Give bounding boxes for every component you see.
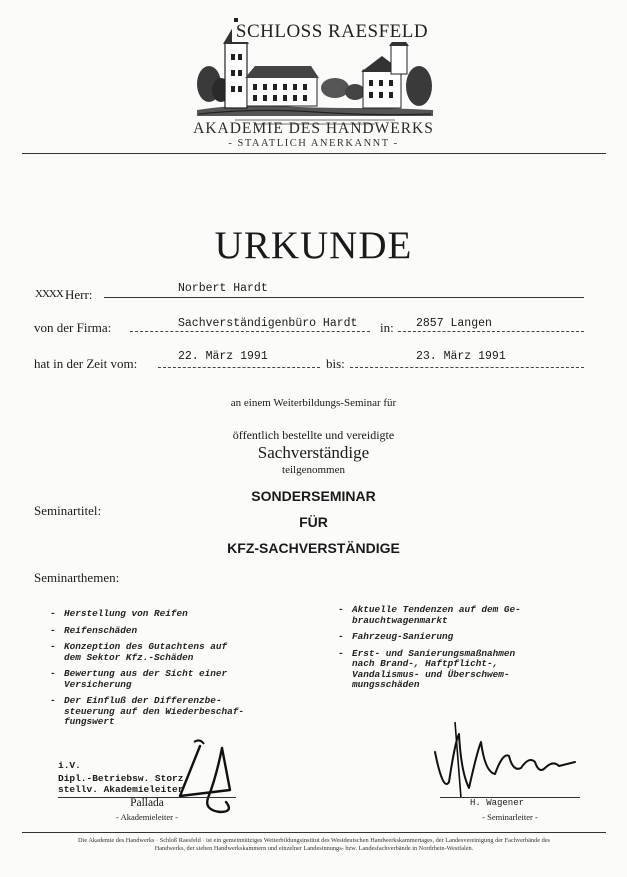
list-item: - Bewertung aus der Sicht einer Versicherung xyxy=(48,669,308,690)
until-label: bis: xyxy=(326,356,345,371)
name-rule xyxy=(104,297,584,298)
company-rule xyxy=(130,331,370,332)
list-item: - Herstellung von Reifen xyxy=(48,609,308,620)
left-printed-name: Pallada xyxy=(130,797,164,809)
company-label: von der Firma: xyxy=(34,320,112,335)
certificate-title: URKUNDE xyxy=(214,224,413,267)
qualification-line: öffentlich bestellte und vereidigte xyxy=(232,428,395,442)
right-signature xyxy=(425,712,585,802)
left-signer-role: stellv. Akademieleiter xyxy=(58,784,184,795)
footer-text: Die Akademie des Handwerks · Schloß Raesfeld · ist ein gemeinnütziges Weiterbildungsinstitut des Westdeutschen Handwerkskammertages, der Landesvereinigung der Fachverbände des Handwerks, der sieben Handwerkskammern und einzelner Landesinnungs- bzw. Landesfachverbände in Nordrhein-Westfalen. xyxy=(78,837,550,852)
footer-rule xyxy=(22,832,606,833)
header-rule xyxy=(22,153,606,154)
right-signer-name: H. Wagener xyxy=(470,798,525,808)
seminar-title-line1: SONDERSEMINAR xyxy=(251,488,376,504)
left-signer-name: Dipl.-Betriebsw. Storz xyxy=(58,773,184,784)
recipient-name: Norbert Hardt xyxy=(178,282,268,295)
seminar-title-line3: KFZ-SACHVERSTÄNDIGE xyxy=(227,540,400,556)
seminar-intro: an einem Weiterbildungs-Seminar für xyxy=(230,397,397,409)
list-item: - Aktuelle Tendenzen auf dem Ge- brauchtwagenmarkt xyxy=(336,605,601,626)
topics-left-list xyxy=(48,609,308,734)
qualification: Sachverständige xyxy=(257,443,370,462)
location-label: in: xyxy=(380,320,394,335)
left-signer-iv: i.V. xyxy=(58,760,81,771)
list-item: - Der Einfluß der Differenzbe- steuerung auf den Wiederbeschaf- fungswert xyxy=(48,696,308,728)
period-label: hat in der Zeit vom: xyxy=(34,356,138,371)
company-name: Sachverständigenbüro Hardt xyxy=(178,317,358,330)
seminar-topics-label: Seminarthemen: xyxy=(34,570,120,585)
recognition-line: - STAATLICH ANERKANNT - xyxy=(228,138,399,149)
date-from-rule xyxy=(158,367,320,368)
participated: teilgenommen xyxy=(282,464,345,476)
seminar-title-line2: FÜR xyxy=(299,514,328,530)
list-item: - Erst- und Sanierungsmaßnahmen nach Brand-, Haftpflicht-, Vandalismus- und Überschwem- mungsschäden xyxy=(336,649,601,691)
date-to-rule xyxy=(350,367,584,368)
list-item: - Fahrzeug-Sanierung xyxy=(336,632,601,643)
logo-title: SCHLOSS RAESFELD xyxy=(232,22,432,42)
salutation-label: Herr: xyxy=(65,287,93,302)
salutation-strikeout: XXXX xyxy=(35,288,63,300)
date-to: 23. März 1991 xyxy=(416,350,506,363)
right-signer-title: - Seminarleiter - xyxy=(482,812,538,822)
list-item: - Konzeption des Gutachtens auf dem Sektor Kfz.-Schäden xyxy=(48,642,308,663)
location-rule xyxy=(398,331,584,332)
list-item: - Reifenschäden xyxy=(48,626,308,637)
topics-right-list xyxy=(336,605,601,697)
left-signer-title: - Akademieleiter - xyxy=(116,812,178,822)
seminar-title-label: Seminartitel: xyxy=(34,503,102,518)
company-location: 2857 Langen xyxy=(416,317,492,330)
date-from: 22. März 1991 xyxy=(178,350,268,363)
academy-name: AKADEMIE DES HANDWERKS xyxy=(193,120,434,137)
